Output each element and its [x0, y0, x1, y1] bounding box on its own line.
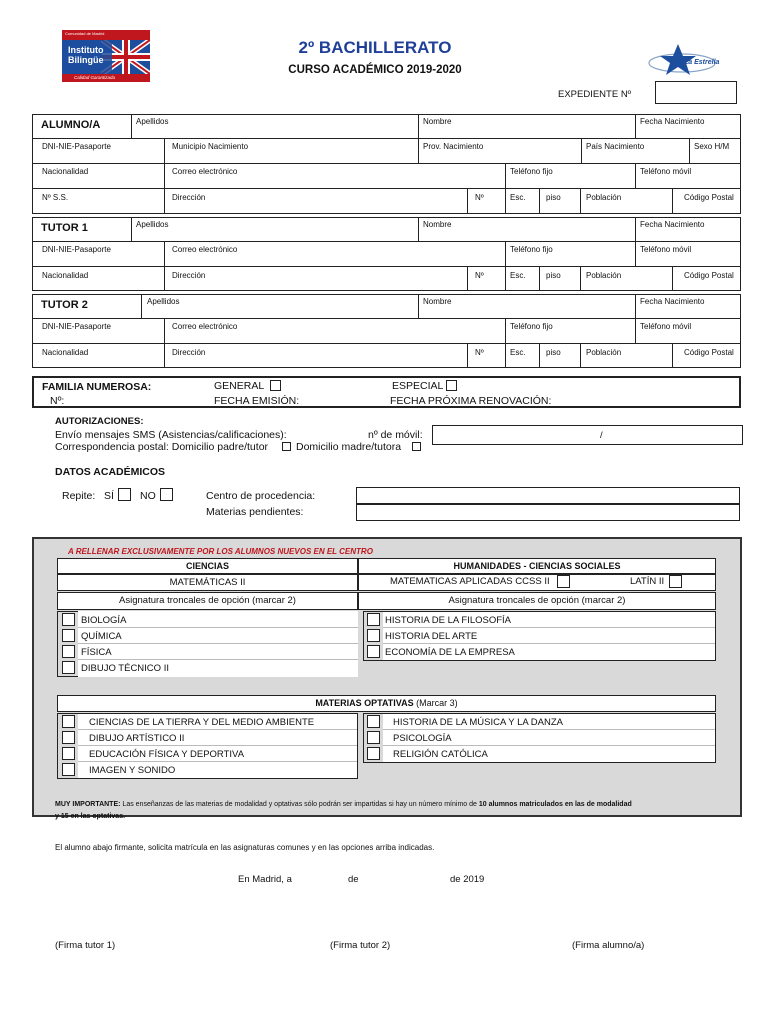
optativa-psicologia: PSICOLOGÍA — [393, 733, 452, 744]
educacion-fisica-checkbox[interactable] — [62, 747, 75, 760]
especial-checkbox[interactable] — [446, 380, 457, 391]
alumno-num-label: Nº — [475, 193, 484, 202]
correspondencia-label: Correspondencia postal: Domicilio padre/tutor — [55, 441, 269, 453]
tutor1-telmovil-label: Teléfono móvil — [640, 245, 692, 254]
alumno-municipio-label: Municipio Nacimiento — [172, 142, 249, 151]
tutor1-piso-label: piso — [546, 271, 561, 280]
psicologia-checkbox[interactable] — [367, 731, 380, 744]
humanidades-header: HUMANIDADES - CIENCIAS SOCIALES — [358, 558, 716, 574]
alumno-prov-label: Prov. Nacimiento — [423, 142, 484, 151]
estrella-text: La Estrella — [684, 59, 720, 66]
tutor1-num-label: Nº — [475, 271, 484, 280]
padre-checkbox[interactable] — [282, 442, 291, 451]
title: 2º BACHILLERATO — [298, 38, 452, 57]
economia-checkbox[interactable] — [367, 645, 380, 658]
pendientes-label: Materias pendientes: — [206, 506, 304, 518]
tutor1-fecha-label: Fecha Nacimiento — [640, 220, 705, 229]
repite-no-checkbox[interactable] — [160, 488, 173, 501]
tutor2-section-title: TUTOR 2 — [41, 299, 88, 311]
alumno-dni-label: DNI-NIE-Pasaporte — [42, 142, 111, 151]
tutor1-telfijo-label: Teléfono fijo — [510, 245, 553, 254]
familia-general-label: GENERAL — [214, 380, 265, 392]
alumno-apellidos-label: Apellidos — [136, 117, 169, 126]
estrella-logo — [648, 42, 724, 76]
historia-musica-checkbox[interactable] — [367, 715, 380, 728]
tutor2-esc-label: Esc. — [510, 348, 526, 357]
tutor1-dni-label: DNI-NIE-Pasaporte — [42, 245, 111, 254]
tutor2-cp-label: Código Postal — [684, 348, 734, 357]
familia-num-label: Nº: — [50, 395, 65, 407]
alumno-nombre-label: Nombre — [423, 117, 452, 126]
si-label: SÍ — [104, 490, 114, 502]
tutor2-fecha-label: Fecha Nacimiento — [640, 297, 705, 306]
quimica-checkbox[interactable] — [62, 629, 75, 642]
tutor1-correo-label: Correo electrónico — [172, 245, 238, 254]
centro-label: Centro de procedencia: — [206, 490, 316, 502]
alumno-nacionalidad-label: Nacionalidad — [42, 167, 89, 176]
optativas-header — [57, 695, 716, 712]
tutor2-dni-label: DNI-NIE-Pasaporte — [42, 322, 111, 331]
tutor2-telmovil-label: Teléfono móvil — [640, 322, 692, 331]
dibujo-tecnico-checkbox[interactable] — [62, 661, 75, 674]
tutor1-apellidos-label: Apellidos — [136, 220, 169, 229]
fecha-emision-label: FECHA EMISIÓN: — [214, 395, 300, 407]
tutor1-direccion-label: Dirección — [172, 271, 206, 280]
arte-checkbox[interactable] — [367, 629, 380, 642]
alumno-correo-label: Correo electrónico — [172, 167, 238, 176]
logo-line1: Instituto — [68, 45, 104, 55]
ciencias-item-fisica: FÍSICA — [81, 647, 112, 658]
school-logo — [62, 30, 150, 82]
importante-bold2: 10 alumnos matriculados en las de modalidad — [478, 801, 632, 808]
tutor2-telfijo-label: Teléfono fijo — [510, 322, 553, 331]
ciencias-item-dibujo: DIBUJO TÉCNICO II — [81, 663, 169, 674]
logo-top-text: Comunidad de Madrid — [65, 31, 105, 36]
ctma-checkbox[interactable] — [62, 715, 75, 728]
importante-bold: MUY IMPORTANTE: — [55, 801, 121, 808]
general-checkbox[interactable] — [270, 380, 281, 391]
autorizaciones-title: AUTORIZACIONES: — [55, 416, 144, 427]
biologia-checkbox[interactable] — [62, 613, 75, 626]
optativas-title: MATERIAS OPTATIVAS — [315, 698, 414, 708]
nuevos-banner: A RELLENAR EXCLUSIVAMENTE POR LOS ALUMNOS NUEVOS EN EL CENTRO — [68, 547, 373, 556]
optativa-ctma: CIENCIAS DE LA TIERRA Y DEL MEDIO AMBIENTE — [89, 717, 315, 728]
tutor2-apellidos-label: Apellidos — [147, 297, 180, 306]
logo-line2: Bilingüe — [68, 55, 104, 65]
tutor2-num-label: Nº — [475, 348, 484, 357]
tutor2-poblacion-label: Población — [586, 348, 622, 357]
tutor1-nacionalidad-label: Nacionalidad — [42, 271, 89, 280]
tutor2-correo-label: Correo electrónico — [172, 322, 238, 331]
movil-slash: / — [600, 430, 603, 441]
madre-checkbox[interactable] — [412, 442, 421, 451]
firma-tutor1: (Firma tutor 1) — [55, 940, 116, 951]
humanidades-item-arte: HISTORIA DEL ARTE — [385, 631, 478, 642]
fecha-renov-label: FECHA PRÓXIMA RENOVACIÓN: — [390, 395, 552, 407]
alumno-cp-label: Código Postal — [684, 193, 734, 202]
latin-label: LATÍN II — [630, 576, 665, 587]
importante-text: Las enseñanzas de las materias de modalidad y optativas sólo podrán ser impartidas si hay un número mínimo de — [122, 801, 477, 808]
optativas-note: (Marcar 3) — [416, 698, 458, 708]
troncal-ciencias-header: Asignatura troncales de opción (marcar 2) — [57, 592, 358, 610]
no-label: NO — [140, 490, 156, 502]
year-label: de 2019 — [450, 874, 485, 885]
ciencias-item-quimica: QUÍMICA — [81, 631, 122, 642]
tutor2-piso-label: piso — [546, 348, 561, 357]
optativa-educacion-fisica: EDUCACIÓN FÍSICA Y DEPORTIVA — [89, 749, 245, 760]
academicos-title: DATOS ACADÉMICOS — [55, 466, 166, 478]
tutor1-esc-label: Esc. — [510, 271, 526, 280]
humanidades-item-economia: ECONOMÍA DE LA EMPRESA — [385, 647, 515, 658]
mat2-cell: MATEMÁTICAS II — [57, 574, 358, 591]
pendientes-field[interactable] — [356, 504, 740, 521]
repite-label: Repite: — [62, 490, 96, 502]
movil-label: nº de móvil: — [368, 429, 423, 441]
tutor2-nacionalidad-label: Nacionalidad — [42, 348, 89, 357]
expediente-field[interactable] — [655, 81, 737, 104]
alumno-esc-label: Esc. — [510, 193, 526, 202]
alumno-sexo-label: Sexo H/M — [694, 142, 730, 151]
alumno-section-title: ALUMNO/A — [41, 119, 101, 131]
tutor2-nombre-label: Nombre — [423, 297, 452, 306]
alumno-pais-label: País Nacimiento — [586, 142, 645, 151]
familia-label: FAMILIA NUMEROSA: — [42, 381, 152, 393]
optativa-dibujo-artistico: DIBUJO ARTÍSTICO II — [89, 733, 185, 744]
repite-si-checkbox[interactable] — [118, 488, 131, 501]
filosofia-checkbox[interactable] — [367, 613, 380, 626]
alumno-telmovil-label: Teléfono móvil — [640, 167, 692, 176]
expediente-label: EXPEDIENTE Nº — [558, 89, 632, 100]
alumno-piso-label: piso — [546, 193, 561, 202]
madre-label: Domicilio madre/tutora — [296, 441, 402, 453]
importante-note — [55, 799, 725, 823]
religion-checkbox[interactable] — [367, 747, 380, 760]
alumno-fecha-label: Fecha Nacimiento — [640, 117, 705, 126]
tutor1-poblacion-label: Población — [586, 271, 622, 280]
ciencias-header: CIENCIAS — [57, 558, 358, 574]
alumno-direccion-label: Dirección — [172, 193, 206, 202]
matccss-label: MATEMATICAS APLICADAS CCSS II — [390, 576, 550, 587]
fisica-checkbox[interactable] — [62, 645, 75, 658]
matccss-checkbox[interactable] — [557, 575, 570, 588]
madrid-label: En Madrid, a — [238, 874, 292, 885]
optativa-imagen-sonido: IMAGEN Y SONIDO — [89, 765, 176, 776]
firma-alumno: (Firma alumno/a) — [572, 940, 645, 951]
de-label: de — [348, 874, 359, 885]
dibujo-artistico-checkbox[interactable] — [62, 731, 75, 744]
sms-label: Envío mensajes SMS (Asistencias/calificaciones): — [55, 429, 287, 441]
alumno-telfijo-label: Teléfono fijo — [510, 167, 553, 176]
latin-checkbox[interactable] — [669, 575, 682, 588]
familia-especial-label: ESPECIAL — [392, 380, 444, 392]
logo-tagline: Calidad Garantizada — [74, 75, 116, 80]
solicita-text: El alumno abajo firmante, solicita matrícula en las asignaturas comunes y en las opciones arriba indicadas. — [55, 843, 435, 852]
tutor2-direccion-label: Dirección — [172, 348, 206, 357]
ciencias-item-biologia: BIOLOGÍA — [81, 615, 127, 626]
optativa-historia-musica: HISTORIA DE LA MÚSICA Y LA DANZA — [393, 717, 564, 728]
movil-field[interactable] — [432, 425, 743, 445]
alumno-ss-label: Nº S.S. — [42, 193, 69, 202]
troncal-humanidades-header: Asignatura troncales de opción (marcar 2) — [358, 592, 716, 610]
importante-line2: y 15 en las optativas. — [55, 813, 126, 820]
alumno-poblacion-label: Población — [586, 193, 622, 202]
tutor1-cp-label: Código Postal — [684, 271, 734, 280]
tutor1-nombre-label: Nombre — [423, 220, 452, 229]
tutor1-section-title: TUTOR 1 — [41, 222, 88, 234]
centro-field[interactable] — [356, 487, 740, 504]
firma-tutor2: (Firma tutor 2) — [330, 940, 391, 951]
imagen-sonido-checkbox[interactable] — [62, 763, 75, 776]
optativa-religion: RELIGIÓN CATÓLICA — [393, 749, 488, 760]
humanidades-item-filosofia: HISTORIA DE LA FILOSOFÍA — [385, 615, 512, 626]
subtitle: CURSO ACADÉMICO 2019-2020 — [288, 64, 462, 76]
